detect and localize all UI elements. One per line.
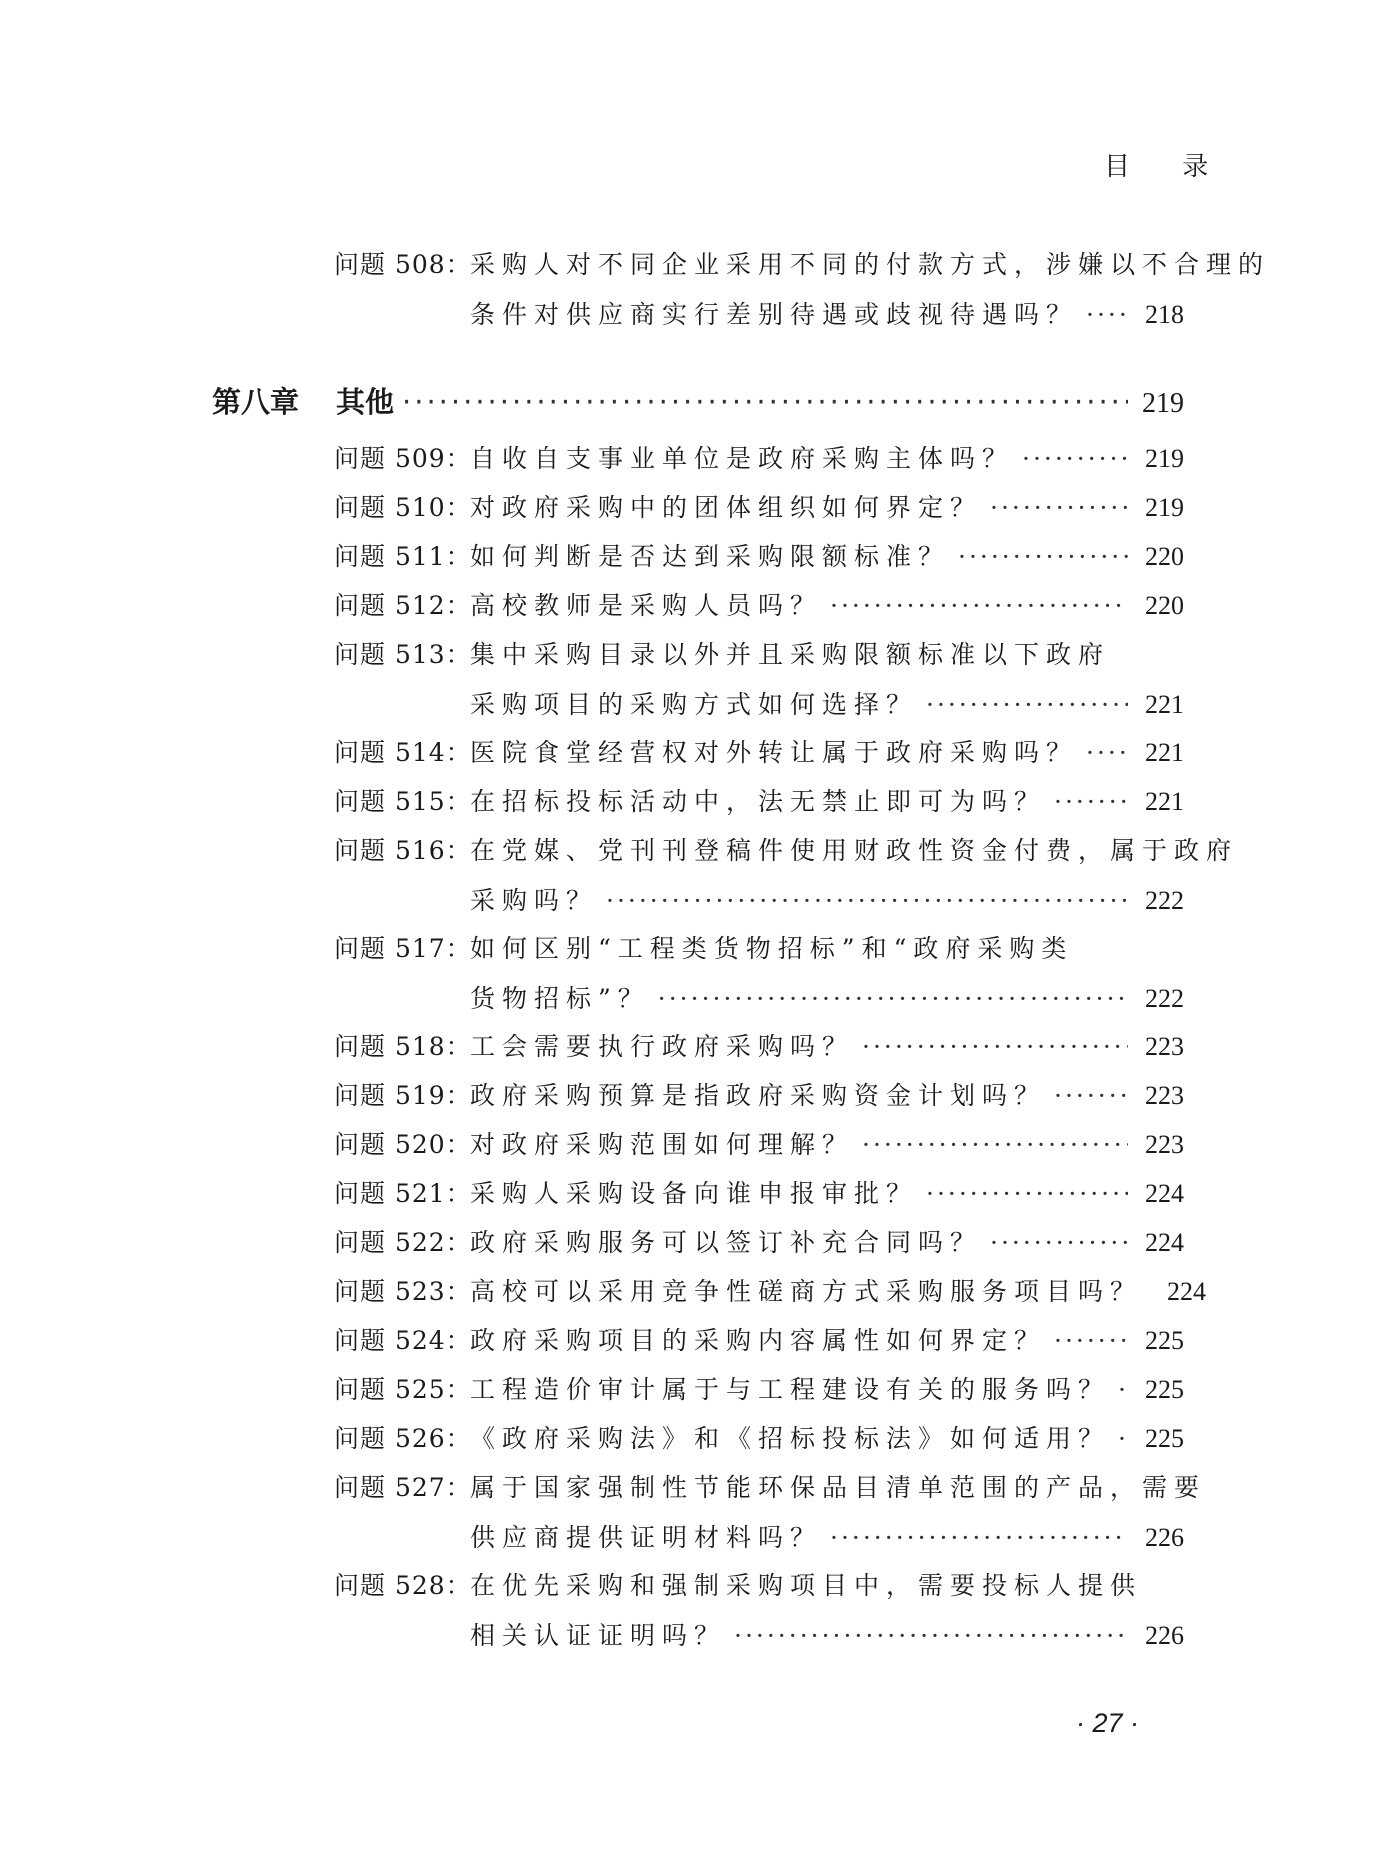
page-number: 219 xyxy=(1145,444,1184,473)
toc-entry xyxy=(334,1218,1184,1268)
toc-entry xyxy=(334,777,1184,827)
question-number: 问题 509： xyxy=(334,444,472,473)
page-number: 219 xyxy=(1145,493,1184,522)
dot-leader xyxy=(1054,1071,1128,1121)
dot-leader xyxy=(862,1120,1128,1170)
toc-entry xyxy=(334,728,1184,778)
question-title: 工会需要执行政府采购吗？ xyxy=(470,1032,855,1061)
question-title: 政府采购服务可以签订补充合同吗？ xyxy=(470,1228,983,1257)
toc-entry xyxy=(334,1169,1184,1219)
toc-entry xyxy=(334,532,1184,582)
question-title: 在优先采购和强制采购项目中，需要投标人提供 xyxy=(470,1571,1143,1600)
dot-leader xyxy=(1118,1414,1128,1464)
page-number: 221 xyxy=(1145,738,1184,767)
toc-entry xyxy=(334,1071,1184,1121)
question-title: 在招标投标活动中，法无禁止即可为吗？ xyxy=(470,787,1047,816)
question-number: 问题 512： xyxy=(334,591,472,620)
toc-entry xyxy=(334,434,1184,484)
question-number: 问题 519： xyxy=(334,1081,472,1110)
toc-entry xyxy=(334,1316,1184,1366)
dot-leader xyxy=(606,876,1128,926)
page-number: 224 xyxy=(1145,1228,1184,1257)
dot-leader xyxy=(734,1611,1128,1661)
question-number: 问题 520： xyxy=(334,1130,472,1159)
dot-leader xyxy=(862,1022,1128,1072)
toc-entry xyxy=(334,826,1239,926)
toc-entry xyxy=(334,1463,1207,1563)
dot-leader xyxy=(830,1513,1128,1563)
dot-leader xyxy=(990,483,1128,533)
page-number: 219 xyxy=(1142,388,1184,419)
dot-leader xyxy=(658,974,1128,1024)
toc-entry-508 xyxy=(334,240,1271,340)
chapter-heading xyxy=(212,380,1184,434)
question-number: 问题 514： xyxy=(334,738,472,767)
question-number: 问题 508： xyxy=(334,250,472,279)
question-number: 问题 521： xyxy=(334,1179,472,1208)
dot-leader xyxy=(1086,728,1128,778)
question-number: 问题 511： xyxy=(334,542,472,571)
dot-leader xyxy=(1118,1365,1128,1415)
question-title: 高校教师是采购人员吗？ xyxy=(470,591,823,620)
dot-leader xyxy=(830,581,1128,631)
dot-leader xyxy=(1086,290,1128,340)
question-number: 问题 525： xyxy=(334,1375,472,1404)
page-number: 224 xyxy=(1167,1277,1207,1306)
question-title: 工程造价审计属于与工程建设有关的服务吗？ xyxy=(470,1375,1111,1404)
running-head: 目 录 xyxy=(1104,152,1231,182)
toc-entry xyxy=(334,924,1184,1024)
question-title: 政府采购预算是指政府采购资金计划吗？ xyxy=(470,1081,1047,1110)
question-number: 问题 526： xyxy=(334,1424,472,1453)
question-number: 问题 517： xyxy=(334,934,472,963)
question-title: 对政府采购范围如何理解？ xyxy=(470,1130,855,1159)
toc-entry xyxy=(334,483,1184,533)
dot-leader xyxy=(1022,434,1128,484)
question-title-continued: 采购项目的采购方式如何选择？ xyxy=(470,690,919,719)
question-title: 医院食堂经营权对外转让属于政府采购吗？ xyxy=(470,738,1079,767)
question-title-continued: 货物招标”？ xyxy=(470,984,650,1013)
page-number: 220 xyxy=(1145,591,1184,620)
page-number: 220 xyxy=(1145,542,1184,571)
dot-leader xyxy=(990,1218,1128,1268)
page-number: 223 xyxy=(1145,1081,1184,1110)
page-number: 225 xyxy=(1145,1326,1184,1355)
question-title: 高校可以采用竞争性磋商方式采购服务项目吗？ xyxy=(470,1277,1143,1306)
page-number: 223 xyxy=(1145,1032,1184,1061)
page-number: 225 xyxy=(1145,1375,1184,1404)
question-title: 属于国家强制性节能环保品目清单范围的产品，需要 xyxy=(470,1473,1207,1502)
question-number: 问题 516： xyxy=(334,836,472,865)
question-number: 问题 523： xyxy=(334,1277,472,1306)
page-number: 223 xyxy=(1145,1130,1184,1159)
question-title-continued: 供应商提供证明材料吗？ xyxy=(470,1523,823,1552)
toc-entry xyxy=(334,1022,1184,1072)
question-title: 自收自支事业单位是政府采购主体吗？ xyxy=(470,444,1015,473)
page-number: 222 xyxy=(1145,984,1184,1013)
question-title: 在党媒、党刊刊登稿件使用财政性资金付费，属于政府 xyxy=(470,836,1239,865)
question-title: 采购人对不同企业采用不同的付款方式，涉嫌以不合理的 xyxy=(470,250,1271,279)
dot-leader xyxy=(958,532,1128,582)
question-number: 问题 518： xyxy=(334,1032,472,1061)
toc-entry xyxy=(334,1561,1184,1661)
dot-leader xyxy=(1054,1316,1128,1366)
question-title-continued: 采购吗？ xyxy=(470,886,599,915)
toc-entry xyxy=(334,1267,1207,1317)
toc-entry xyxy=(334,1414,1184,1464)
toc-entry xyxy=(334,630,1184,730)
page-number: 226 xyxy=(1145,1523,1184,1552)
dot-leader xyxy=(402,385,1128,419)
question-number: 问题 527： xyxy=(334,1473,472,1502)
page-number: 225 xyxy=(1145,1424,1184,1453)
toc-entry xyxy=(334,1365,1184,1415)
question-title: 采购人采购设备向谁申报审批？ xyxy=(470,1179,919,1208)
question-number: 问题 510： xyxy=(334,493,472,522)
question-number: 问题 524： xyxy=(334,1326,472,1355)
toc-entry xyxy=(334,1120,1184,1170)
page-number: 221 xyxy=(1145,690,1184,719)
dot-leader xyxy=(926,1169,1128,1219)
question-number: 问题 528： xyxy=(334,1571,472,1600)
question-title: 《政府采购法》和《招标投标法》如何适用？ xyxy=(470,1424,1111,1453)
question-title: 集中采购目录以外并且采购限额标准以下政府 xyxy=(470,640,1111,669)
question-number: 问题 515： xyxy=(334,787,472,816)
question-title: 政府采购项目的采购内容属性如何界定？ xyxy=(470,1326,1047,1355)
page-number: 221 xyxy=(1145,787,1184,816)
page-folio: · 27 · xyxy=(1076,1708,1140,1738)
question-number: 问题 522： xyxy=(334,1228,472,1257)
dot-leader xyxy=(1054,777,1128,827)
page-number: 224 xyxy=(1145,1179,1184,1208)
question-title: 对政府采购中的团体组织如何界定？ xyxy=(470,493,983,522)
toc-entry xyxy=(334,581,1184,631)
question-number: 问题 513： xyxy=(334,640,472,669)
question-title: 如何区别“工程类货物招标”和“政府采购类 xyxy=(470,934,1074,963)
chapter-number: 第八章 xyxy=(212,385,300,419)
page-number: 222 xyxy=(1145,886,1184,915)
chapter-title: 其他 xyxy=(336,385,395,419)
page-number: 218 xyxy=(1145,300,1184,329)
question-title-continued: 相关认证证明吗？ xyxy=(470,1621,727,1650)
question-title: 如何判断是否达到采购限额标准？ xyxy=(470,542,951,571)
page-number: 226 xyxy=(1145,1621,1184,1650)
dot-leader xyxy=(926,680,1128,730)
question-title-continued: 条件对供应商实行差别待遇或歧视待遇吗？ xyxy=(470,300,1079,329)
